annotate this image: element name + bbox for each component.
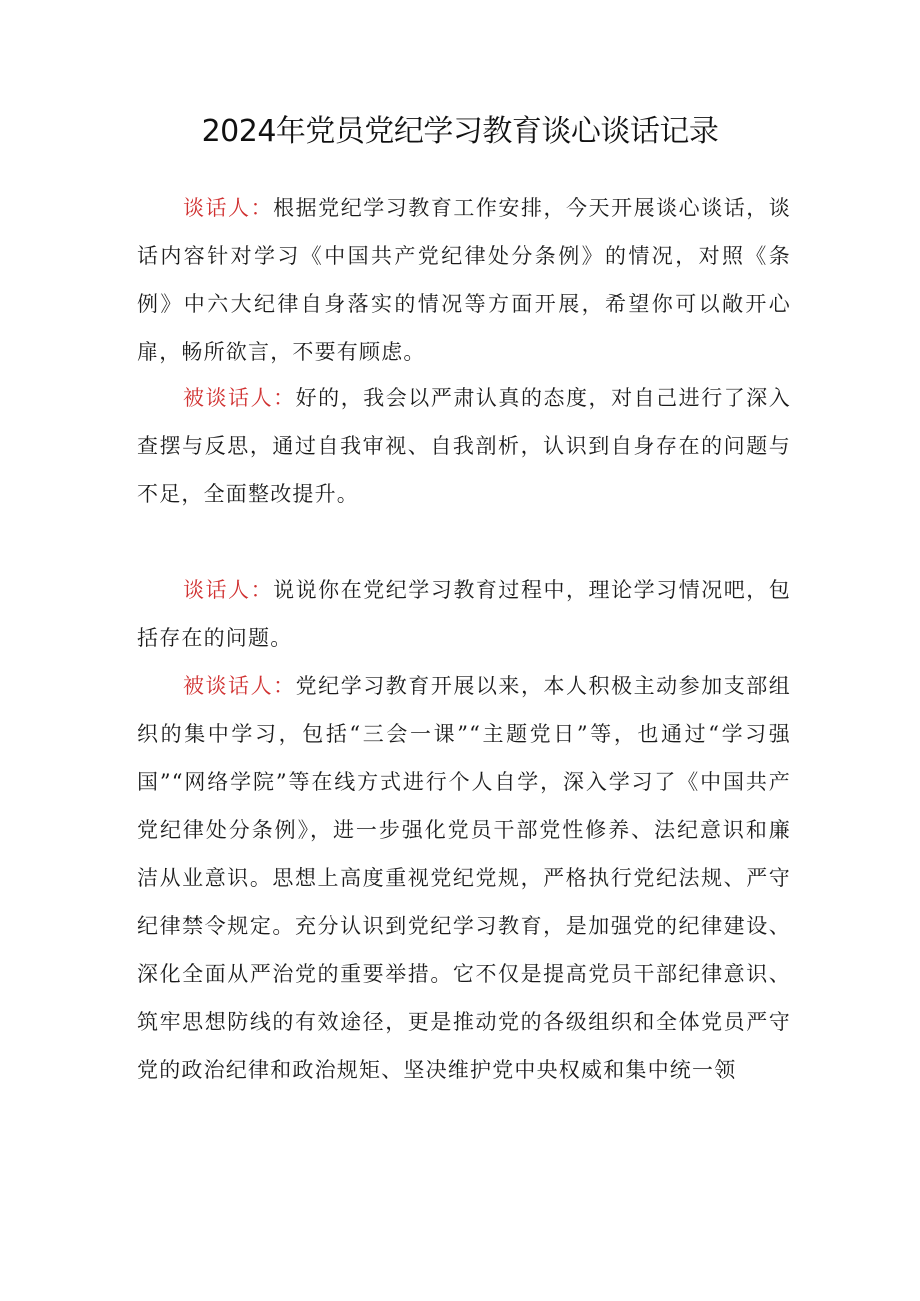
- dialogue-paragraph-1: [137, 184, 791, 376]
- speaker-label-interviewee: 被谈话人：: [183, 386, 296, 410]
- dialogue-paragraph-2: [137, 374, 791, 518]
- document-title: 2024年党员党纪学习教育谈心谈话记录: [201, 114, 719, 149]
- dialogue-text: 根据党纪学习教育工作安排，今天开展谈心谈话，谈话内容针对学习《中国共产党纪律处分条例》的情况，对照《条例》中六大纪律自身落实的情况等方面开展，希望你可以敞开心扉，畅所欲言，不要有顾虑。: [137, 196, 791, 364]
- dialogue-paragraph-3: [137, 566, 791, 662]
- speaker-label-interviewer: 谈话人：: [183, 196, 274, 220]
- dialogue-paragraph-4: [137, 662, 791, 1094]
- dialogue-text: 好的，我会以严肃认真的态度，对自己进行了深入查摆与反思，通过自我审视、自我剖析，认识到自身存在的问题与不足，全面整改提升。: [137, 386, 791, 506]
- dialogue-text: 说说你在党纪学习教育过程中，理论学习情况吧，包括存在的问题。: [137, 578, 791, 650]
- speaker-label-interviewee: 被谈话人：: [183, 674, 296, 698]
- speaker-label-interviewer: 谈话人：: [183, 578, 274, 602]
- dialogue-text: 党纪学习教育开展以来，本人积极主动参加支部组织的集中学习，包括“三会一课”“主题党日”等，也通过“学习强国”“网络学院”等在线方式进行个人自学，深入学习了《中国共产党纪律处分条例》，进一步强化党员干部党性修养、法纪意识和廉洁从业意识。思想上高度重视党纪党规，严格执行党纪法规、严守纪律禁令规定。充分认识到党纪学习教育，是加强党的纪律建设、深化全面从严治党的重要举措。它不仅是提高党员干部纪律意识、筑牢思想防线的有效途径，更是推动党的各级组织和全体党员严守党的政治纪律和政治规矩、坚决维护党中央权威和集中统一领: [137, 674, 791, 1082]
